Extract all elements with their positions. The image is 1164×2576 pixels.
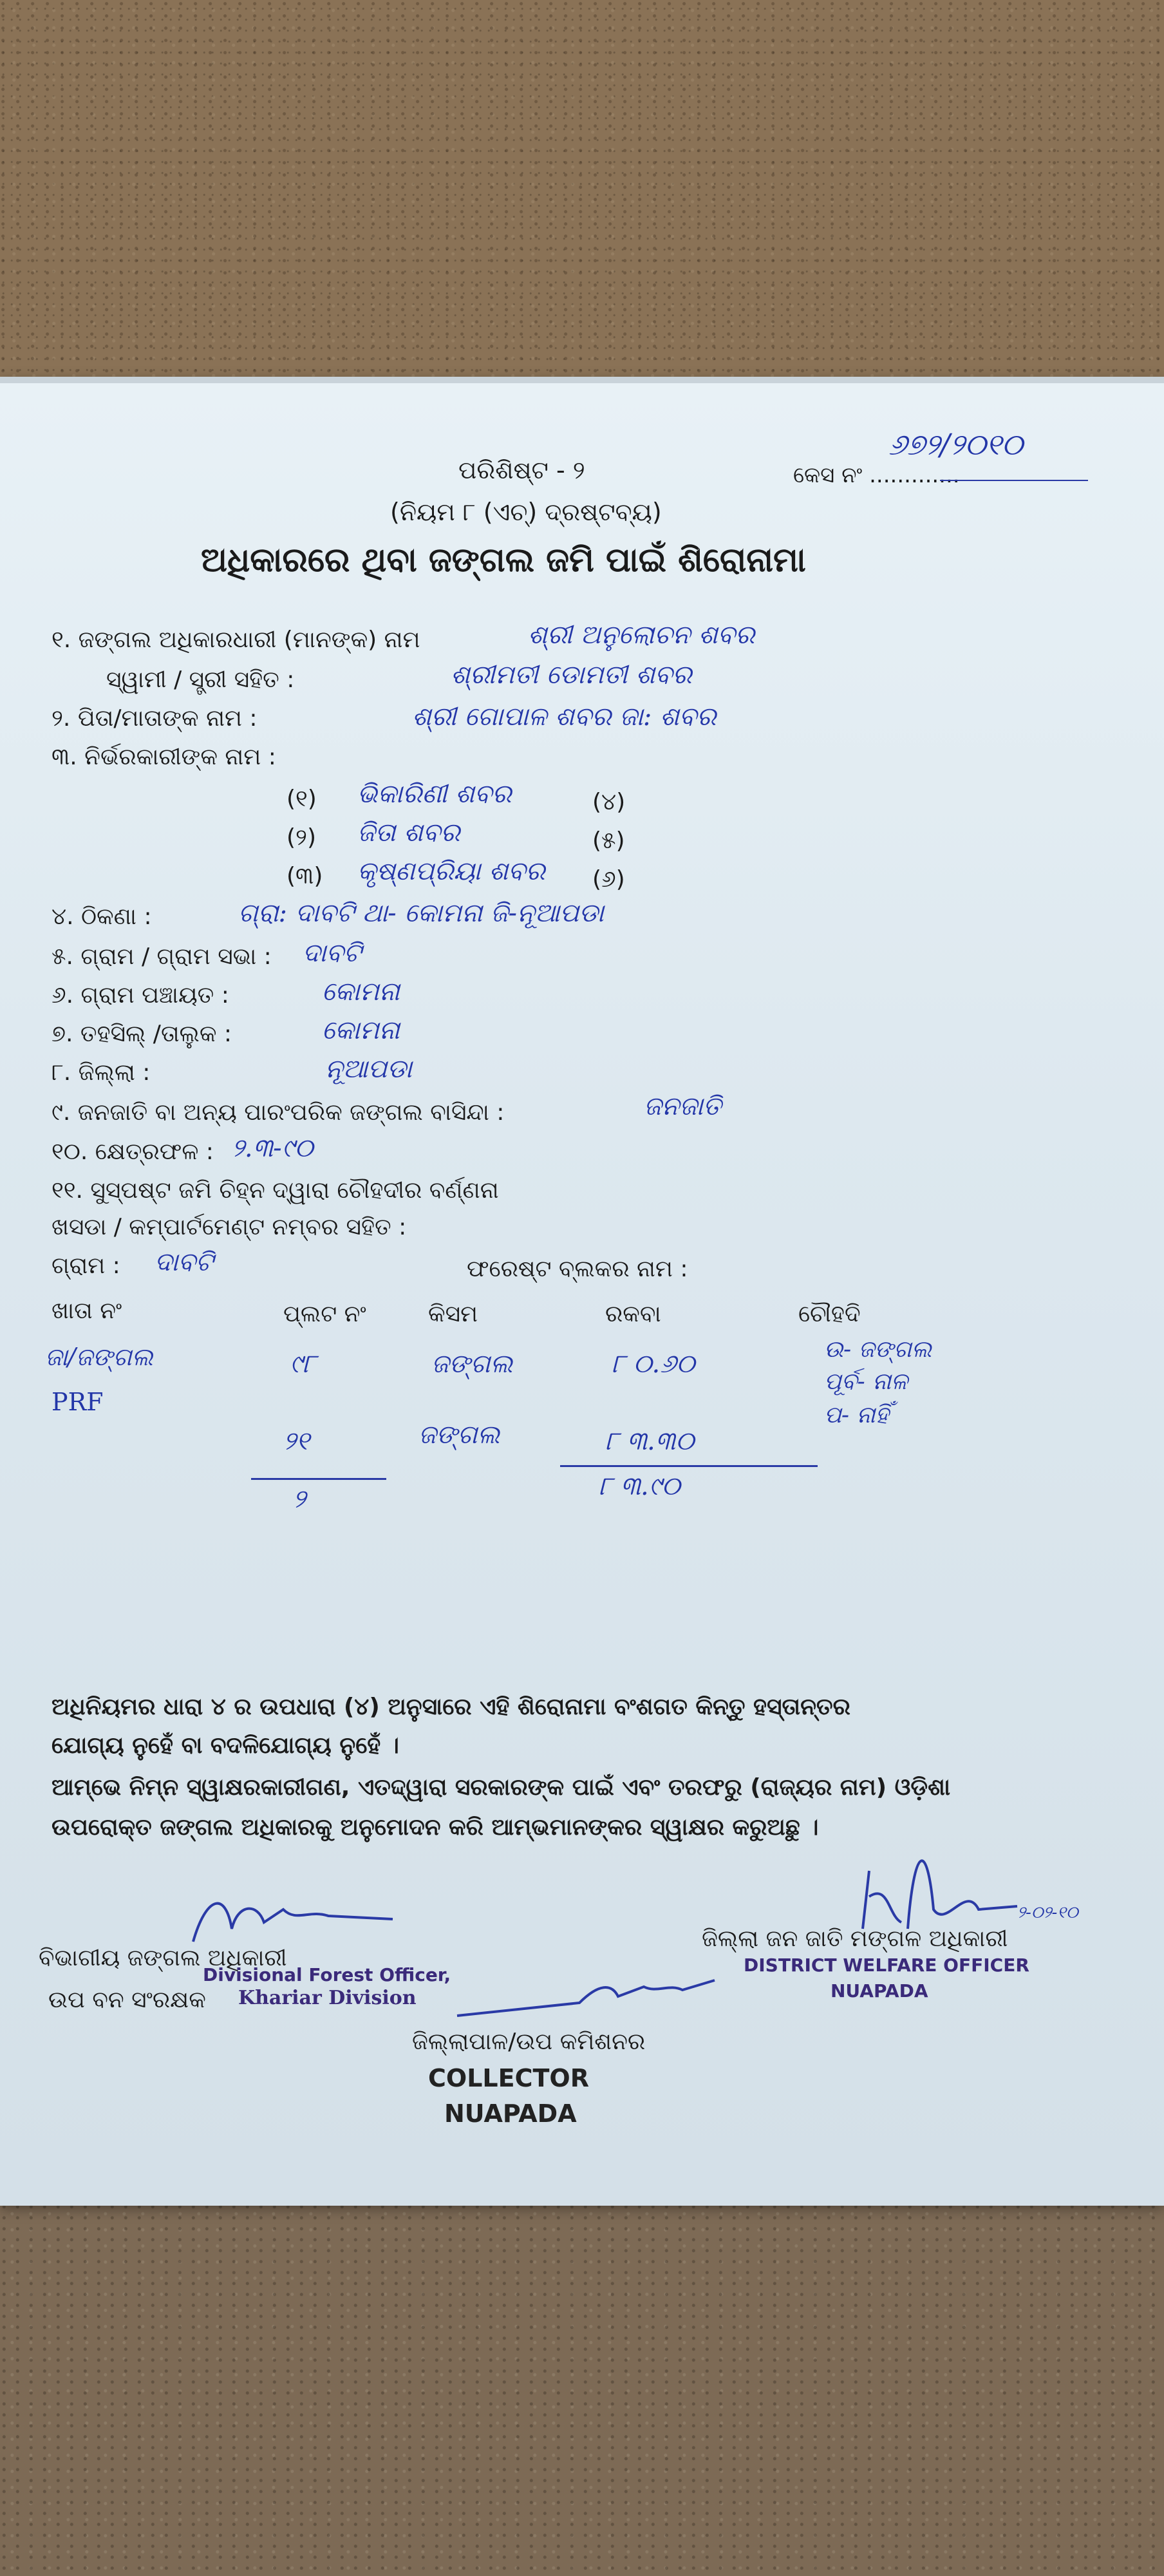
row-2-kisam: ଜଙ୍ଗଲ [418,1420,500,1450]
right-stamp-line-1: DISTRICT WELFARE OFFICER [744,1955,1029,1976]
field-1-label: ୧. ଜଙ୍ଗଲ ଅଧିକାରଧାରୀ (ମାନଙ୍କ) ନାମ [52,627,420,653]
dependent-2-name: ଜିତା ଶବର [357,818,460,848]
para-1-line-1: ଅଧିନିୟମର ଧାରା ୪ ର ଉପଧାରା (୪) ଅନୁସାରେ ଏହି ଶିରୋନାମା ବଂଶଗତ କିନ୍ତୁ ହସ୍ତାନ୍ତର [52,1694,850,1720]
dependent-3-number: (୩) [286,863,323,889]
row-2-plot: ୨୧ [283,1426,310,1456]
dependent-1-number: (୧) [286,786,317,812]
rule-reference: (ନିୟମ ୮ (ଏଚ୍) ଦ୍ରଷ୍ଟବ୍ୟ) [390,498,662,526]
row-1-chauhadi-2: ପୂର୍ବ- ନାଳ [824,1368,908,1395]
dependent-4-number: (୪) [592,789,626,815]
field-4-value: ଗ୍ରା: ଦାବଟି ଥା- କୋମନା ଜି-ନୂଆପଡା [238,898,604,928]
title-document-sheet [0,377,1164,2206]
village-value: ଦାବଟି [155,1247,214,1277]
dependent-6-number: (୬) [592,866,625,893]
field-5-value: ଦାବଟି [303,938,362,968]
field-4-label: ୪. ଠିକଣା : [52,904,152,930]
field-8-value: ନୂଆପଡା [325,1054,412,1084]
field-7-value: କୋମନା [322,1016,400,1045]
row-2-rakaba: ୮ ୩.୩୦ [605,1426,695,1456]
field-1b-value: ଶ୍ରୀମତୀ ଡୋମତୀ ଶବର [451,660,692,690]
field-8-label: ୮. ଜିଲ୍ଲା : [52,1059,151,1086]
field-10-label: ୧୦. କ୍ଷେତ୍ରଫଳ : [52,1139,214,1165]
center-sign-title: ଜିଲ୍ଲାପାଳ/ଉପ କମିଶନର [412,2029,646,2055]
field-1-value: ଶ୍ରୀ ଅନୁଲୋଚନ ଶବର [528,620,755,650]
field-1b-label: ସ୍ୱାମୀ / ସ୍ତ୍ରୀ ସହିତ : [106,667,295,693]
row-1-chauhadi-1: ଉ- ଜଙ୍ଗଲ [824,1336,932,1363]
center-stamp-line-1: COLLECTOR [428,2064,589,2092]
right-stamp-line-2: NUAPADA [831,1980,928,2002]
field-2-value: ଶ୍ରୀ ଗୋପାଳ ଶବର ଜା: ଶବର [412,702,717,732]
field-5-label: ୫. ଗ୍ରାମ / ଗ୍ରାମ ସଭା : [52,943,272,970]
left-signature [180,1884,399,1955]
col-header-plot: ପ୍ଲଟ ନଂ [283,1301,366,1327]
appendix-label: ପରିଶିଷ୍ଟ - ୨ [458,456,585,484]
case-underline [940,480,1088,481]
field-2-label: ୨. ପିତା/ମାତାଙ୍କ ନାମ : [52,705,258,732]
row-1-kisam: ଜଙ୍ଗଲ [431,1349,513,1379]
dependent-2-number: (୨) [286,824,317,851]
forest-block-label: ଫରେଷ୍ଟ ବ୍ଲକର ନାମ : [467,1256,688,1282]
col-header-khata: ଖାତା ନଂ [52,1298,122,1324]
right-sign-title: ଜିଲ୍ଲା ଜନ ଜାତି ମଙ୍ଗଳ ଅଧିକାରୀ [702,1926,1008,1952]
para-2-line-2: ଉପରୋକ୍ତ ଜଙ୍ଗଲ ଅଧିକାରକୁ ଅନୁମୋଦନ କରି ଆମ୍ଭମାନଙ୍କର ସ୍ୱାକ୍ଷର କରୁଅଛୁ । [52,1814,819,1841]
left-stamp-line-2: Khariar Division [238,1987,417,2009]
field-10-value: ୨.୩-୯୦ [232,1133,314,1163]
row-1-rakaba: ୮ ୦.୬୦ [612,1349,695,1379]
field-11b-label: ଖସଡା / କମ୍ପାର୍ଟମେଣ୍ଟ ନମ୍ବର ସହିତ : [52,1214,407,1240]
case-number-value: ୬୭୨/୨୦୧୦ [888,427,1023,462]
row-2-plot-sub: ୨ [293,1484,306,1514]
field-7-label: ୭. ତହସିଲ୍ /ତାଲୁକ : [52,1021,232,1047]
field-11-label: ୧୧. ସୁସ୍ପଷ୍ଟ ଜମି ଚିହ୍ନ ଦ୍ୱାରା ଚୌହଦୀର ବର୍ଣ୍ଣନା [52,1177,499,1204]
village-label: ଗ୍ରାମ : [52,1253,120,1279]
right-sign-date: ୨-୦୨-୧୦ [1017,1903,1078,1922]
left-sign-title: ବିଭାଗୀୟ ଜଙ୍ଗଲ ଅଧିକାରୀ [39,1945,287,1971]
dependent-5-number: (୫) [592,828,625,854]
center-signature [451,1971,721,2022]
row-1-plot: ୯୮ [290,1349,316,1379]
center-stamp-line-2: NUAPADA [444,2099,577,2128]
dependent-1-name: ଭିକାରିଣୀ ଶବର [357,779,512,809]
para-1-line-2: ଯୋଗ୍ୟ ନୁହେଁ ବା ବଦଳିଯୋଗ୍ୟ ନୁହେଁ । [52,1732,399,1759]
dependent-3-name: କୃଷ୍ଣପ୍ରିୟା ଶବର [357,857,545,886]
para-2-line-1: ଆମ୍ଭେ ନିମ୍ନ ସ୍ୱାକ୍ଷରକାରୀଗଣ, ଏତଦ୍ଦ୍ୱାରା ସରକାରଙ୍କ ପାଇଁ ଏବଂ ତରଫରୁ (ରାଜ୍ୟର ନାମ) ଓଡ଼ିଶା [52,1774,951,1801]
ground-background [0,2202,1164,2576]
col-header-chauhadi: ଚୌହଦି [798,1301,861,1327]
left-sign-subtitle: ଉପ ବନ ସଂରକ୍ଷକ [48,1987,206,2013]
col-header-kisam: କିସମ [428,1301,478,1327]
case-number-label: କେସ ନଂ ............. [793,462,960,488]
rakaba-total-line [560,1465,818,1467]
plot-divider [251,1478,386,1480]
field-6-label: ୬. ଗ୍ରାମ ପଞ୍ଚାୟତ : [52,982,229,1009]
col-header-rakaba: ରକବା [605,1301,661,1327]
row-1-khata: ଜା/ଜଙ୍ଗଲ [45,1343,153,1371]
rakaba-total: ୮ ୩.୯୦ [599,1472,681,1501]
row-1-khata-prf: PRF [52,1388,104,1416]
field-3-label: ୩. ନିର୍ଭରକାରୀଙ୍କ ନାମ : [52,744,276,770]
field-9-label: ୯. ଜନଜାତି ବା ଅନ୍ୟ ପାରଂପରିକ ଜଙ୍ଗଲ ବାସିନ୍ଦା : [52,1099,505,1126]
document-title: ଅଧିକାରରେ ଥିବା ଜଙ୍ଗଲ ଜମି ପାଇଁ ଶିରୋନାମା [201,541,806,580]
field-9-value: ଜନଜାତି [644,1092,722,1121]
left-stamp-line-1: Divisional Forest Officer, [203,1964,451,1985]
row-1-chauhadi-3: ପ- ନାହିଁ [824,1402,889,1428]
field-6-value: କୋମନା [322,977,400,1007]
